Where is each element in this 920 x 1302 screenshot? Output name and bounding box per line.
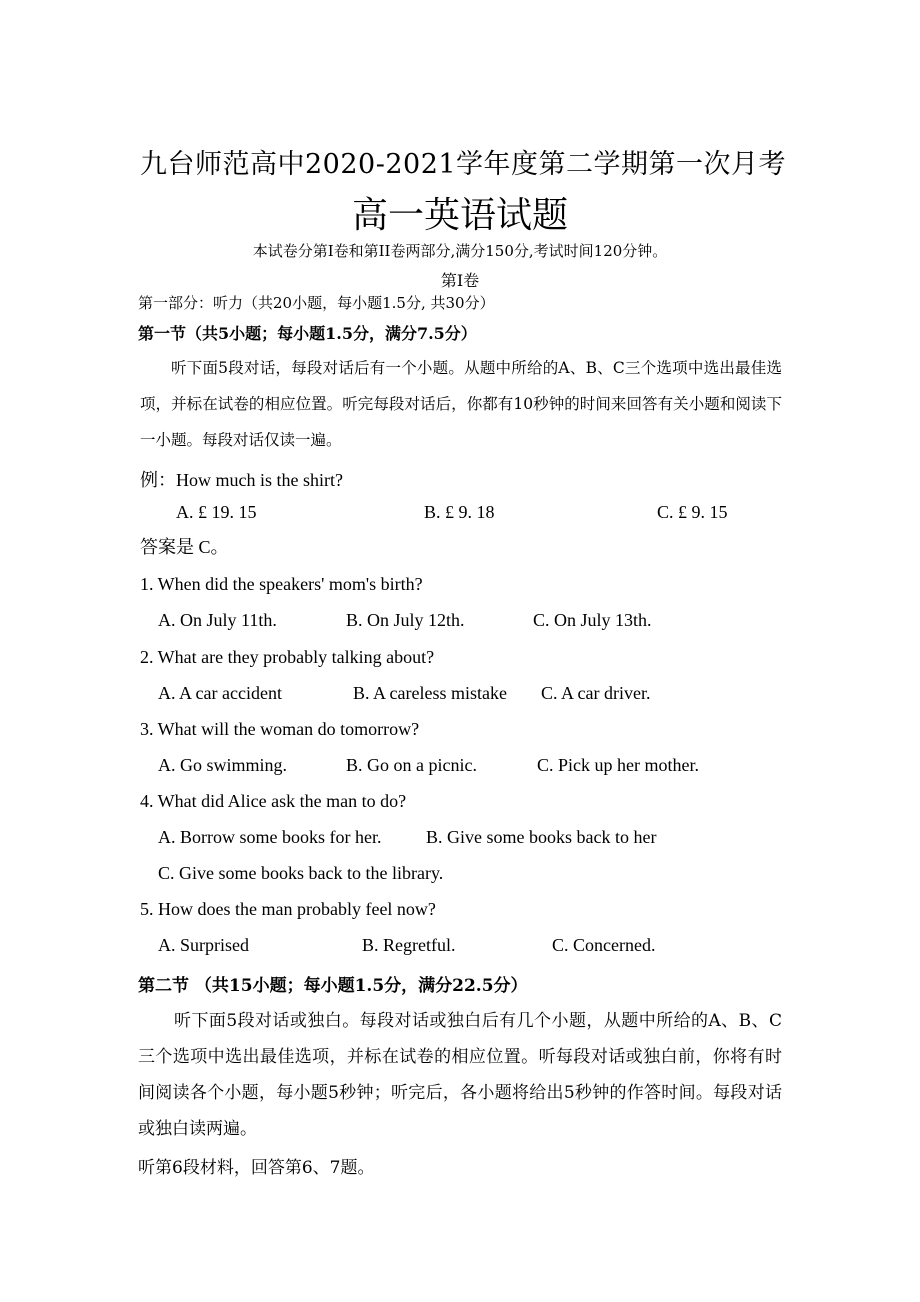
q5-option-b: B. Regretful. <box>362 935 456 955</box>
q4-option-c: C. Give some books back to the library. <box>158 863 444 883</box>
q5-option-c: C. Concerned. <box>552 935 656 955</box>
q4-option-a: A. Borrow some books for her. <box>158 827 382 847</box>
q1-option-b: B. On July 12th. <box>346 610 465 630</box>
part1-title: 第一部分：听力（共20小题，每小题1.5分, 共30分） <box>138 294 495 312</box>
section1-instructions: 听下面5段对话，每段对话后有一个小题。从题中所给的A、B、C三个选项中选出最佳选项，并标在试卷的相应位置。听完每段对话后，你都有10秒钟的时间来回答有关小题和阅读下一小题。每段对话仅读一遍。 <box>140 359 782 449</box>
q2-option-b: B. A careless mistake <box>353 683 507 703</box>
example-question: 例：How much is the shirt? <box>140 470 343 490</box>
q5-option-a: A. Surprised <box>158 935 249 955</box>
example-option-a: A. £ 19. 15 <box>176 502 257 522</box>
example-answer: 答案是 C。 <box>140 537 229 557</box>
question-3: 3. What will the woman do tomorrow? <box>140 719 420 739</box>
q3-option-a: A. Go swimming. <box>158 755 288 775</box>
subject-title: 高一英语试题 <box>351 195 568 236</box>
volume-label: 第I卷 <box>440 271 480 290</box>
section2-title: 第二节 （共15小题；每小题1.5分，满分22.5分） <box>138 976 528 996</box>
section2-instructions: 听下面5段对话或独白。每段对话或独白后有几个小题，从题中所给的A、B、C三个选项中选出最佳选项，并标在试卷的相应位置。听每段对话或独白前，你将有时间阅读各个小题，每小题5秒钟；听完后，各小题将给出5秒钟的作答时间。每段对话或独白读两遍。 <box>138 1011 782 1139</box>
example-option-c: C. £ 9. 15 <box>657 502 728 522</box>
question-4: 4. What did Alice ask the man to do? <box>140 791 407 811</box>
question-2: 2. What are they probably talking about? <box>140 647 435 667</box>
q1-option-a: A. On July 11th. <box>158 610 277 630</box>
exam-title: 九台师范高中2020-2021学年度第二学期第一次月考 <box>140 149 787 180</box>
q4-option-b: B. Give some books back to her <box>426 827 657 847</box>
q1-option-c: C. On July 13th. <box>533 610 652 630</box>
question-5: 5. How does the man probably feel now? <box>140 899 436 919</box>
material-note: 听第6段材料，回答第6、7题。 <box>138 1158 375 1178</box>
section1-title: 第一节（共5小题；每小题1.5分，满分7.5分） <box>138 324 477 343</box>
exam-note: 本试卷分第I卷和第II卷两部分,满分150分,考试时间120分钟。 <box>252 242 668 260</box>
q3-option-c: C. Pick up her mother. <box>537 755 699 775</box>
q2-option-c: C. A car driver. <box>541 683 651 703</box>
example-option-b: B. £ 9. 18 <box>424 502 495 522</box>
q3-option-b: B. Go on a picnic. <box>346 755 477 775</box>
question-1: 1. When did the speakers' mom's birth? <box>140 574 423 594</box>
q2-option-a: A. A car accident <box>158 683 282 703</box>
